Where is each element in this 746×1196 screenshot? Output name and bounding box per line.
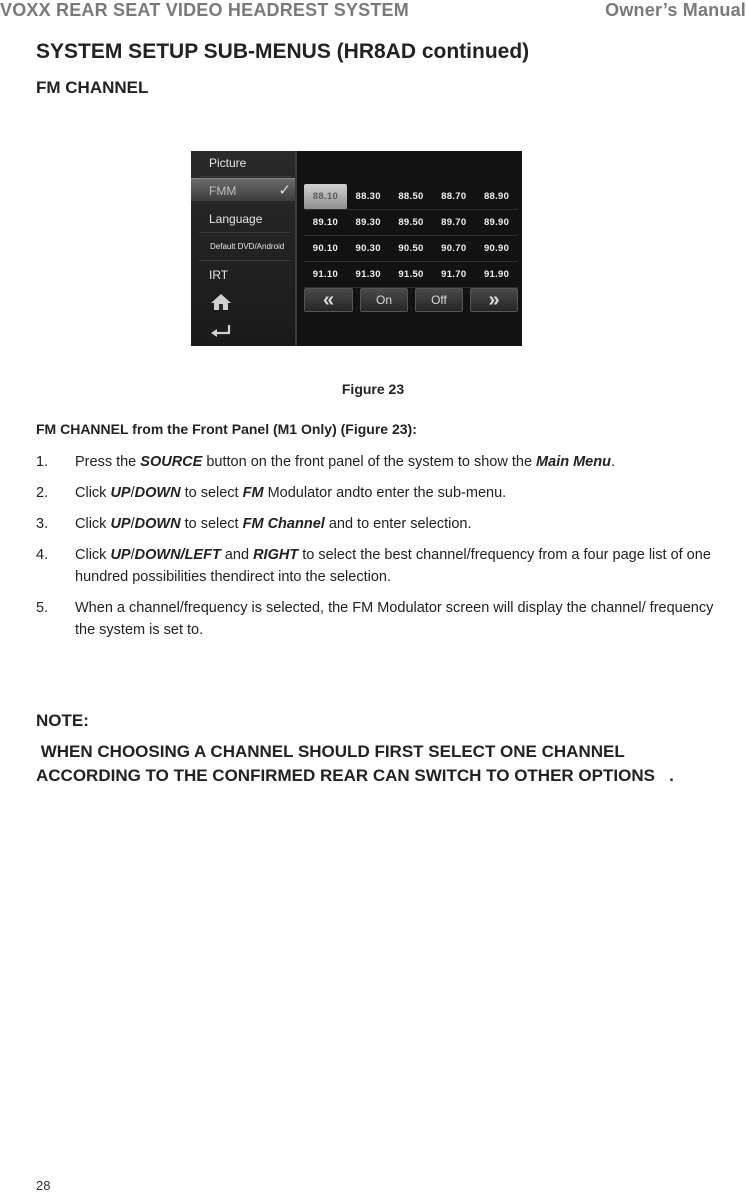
- frequency-cell[interactable]: 88.10: [304, 184, 347, 210]
- menu-item-picture[interactable]: Picture: [209, 156, 247, 170]
- step-text-part: to select: [180, 516, 243, 532]
- step-text-part: Modulator andto enter the sub-menu.: [263, 485, 507, 501]
- step-text-part: Click: [75, 516, 111, 532]
- step-text-part: /: [130, 485, 135, 501]
- step-number: 1.: [36, 454, 49, 470]
- menu-item-language[interactable]: Language: [209, 212, 263, 226]
- running-header-title: VOXX REAR SEAT VIDEO HEADREST SYSTEM: [0, 0, 409, 20]
- previous-page-button[interactable]: «: [304, 288, 353, 312]
- step-keyword: FM Channel: [242, 516, 325, 532]
- channel-control-bar: [304, 288, 518, 312]
- step-keyword: SOURCE: [140, 454, 203, 470]
- frequency-cell[interactable]: 91.30: [347, 262, 390, 288]
- fm-off-button[interactable]: Off: [415, 288, 463, 312]
- frequency-cell[interactable]: 90.90: [475, 236, 518, 262]
- step-text: [75, 544, 725, 588]
- step-text-part: .: [610, 454, 615, 470]
- frequency-cell[interactable]: 89.50: [390, 210, 433, 236]
- step-number: 2.: [36, 485, 49, 501]
- sub-title: FM CHANNEL: [36, 78, 149, 97]
- step-text-part: Click: [75, 547, 111, 563]
- running-header-manual: Owner’s Manual: [605, 0, 746, 20]
- frequency-cell[interactable]: 88.70: [432, 184, 475, 210]
- step-keyword: DOWN: [134, 516, 181, 532]
- step-text-part: Click: [75, 485, 111, 501]
- step-text-part: to select: [180, 485, 243, 501]
- frequency-cell[interactable]: 89.10: [304, 210, 347, 236]
- step-keyword: DOWN/LEFT: [134, 547, 221, 563]
- menu-divider: [199, 260, 291, 261]
- frequency-grid: [304, 184, 518, 288]
- menu-item-fmm[interactable]: [191, 178, 295, 202]
- step-keyword: UP: [110, 516, 131, 532]
- step-keyword: UP: [110, 547, 131, 563]
- step-keyword: FM: [242, 485, 264, 501]
- menu-divider: [199, 176, 291, 177]
- steps-heading: FM CHANNEL from the Front Panel (M1 Only) (Figure 23):: [36, 421, 417, 437]
- menu-item-fmm-label: FMM: [209, 184, 237, 198]
- step-number: 3.: [36, 516, 49, 532]
- fm-channel-screenshot: [191, 151, 522, 346]
- next-page-button[interactable]: »: [470, 288, 518, 312]
- step-text-part: to select the best channel/frequency from a four page list of one hundred possibilities thendirect into the selection.: [75, 547, 711, 585]
- figure-caption: Figure 23: [341, 381, 405, 397]
- step-number: 5.: [36, 600, 49, 616]
- step-keyword: DOWN: [134, 485, 181, 501]
- step-text-part: button on the front panel of the system to show the: [202, 454, 537, 470]
- frequency-cell[interactable]: 90.50: [390, 236, 433, 262]
- step-text-part: and to enter selection.: [324, 516, 472, 532]
- note-body: WHEN CHOOSING A CHANNEL SHOULD FIRST SELECT ONE CHANNEL ACCORDING TO THE CONFIRMED REAR CAN SWITCH TO OTHER OPTIONS .: [36, 742, 674, 785]
- frequency-cell[interactable]: 88.50: [390, 184, 433, 210]
- step-text: [75, 451, 725, 473]
- frequency-cell[interactable]: 90.30: [347, 236, 390, 262]
- frequency-cell[interactable]: 89.90: [475, 210, 518, 236]
- frequency-cell[interactable]: 90.10: [304, 236, 347, 262]
- step-text: [75, 482, 725, 504]
- section-title: SYSTEM SETUP SUB-MENUS (HR8AD continued): [36, 40, 530, 63]
- step-keyword: Main Menu: [536, 454, 611, 470]
- step-text: [75, 513, 725, 535]
- page-number: 28: [36, 1178, 51, 1193]
- frequency-cell[interactable]: 90.70: [432, 236, 475, 262]
- settings-menu: [191, 151, 297, 346]
- checkmark-icon: ✓: [278, 182, 291, 199]
- step-text-part: /: [130, 516, 135, 532]
- home-icon[interactable]: [209, 292, 233, 312]
- frequency-cell[interactable]: 89.70: [432, 210, 475, 236]
- menu-item-default-dvd-android[interactable]: Default DVD/Android: [210, 242, 285, 251]
- step-keyword: UP: [110, 485, 131, 501]
- note-title: NOTE:: [36, 711, 89, 730]
- step-text: [75, 597, 725, 641]
- frequency-cell[interactable]: 88.30: [347, 184, 390, 210]
- return-icon[interactable]: [209, 321, 233, 341]
- fm-on-button[interactable]: On: [360, 288, 408, 312]
- frequency-cell[interactable]: 89.30: [347, 210, 390, 236]
- step-number: 4.: [36, 547, 49, 563]
- menu-divider: [199, 232, 291, 233]
- frequency-cell[interactable]: 91.90: [475, 262, 518, 288]
- step-text-part: Press the: [75, 454, 141, 470]
- frequency-cell[interactable]: 91.10: [304, 262, 347, 288]
- menu-item-irt[interactable]: IRT: [209, 268, 229, 282]
- frequency-cell[interactable]: 88.90: [475, 184, 518, 210]
- frequency-cell[interactable]: 91.70: [432, 262, 475, 288]
- step-text-part: and: [220, 547, 254, 563]
- step-text-part: When a channel/frequency is selected, the FM Modulator screen will display the channel/ frequency the system is set to.: [75, 600, 714, 638]
- step-keyword: RIGHT: [253, 547, 299, 563]
- frequency-cell[interactable]: 91.50: [390, 262, 433, 288]
- step-text-part: /: [130, 547, 135, 563]
